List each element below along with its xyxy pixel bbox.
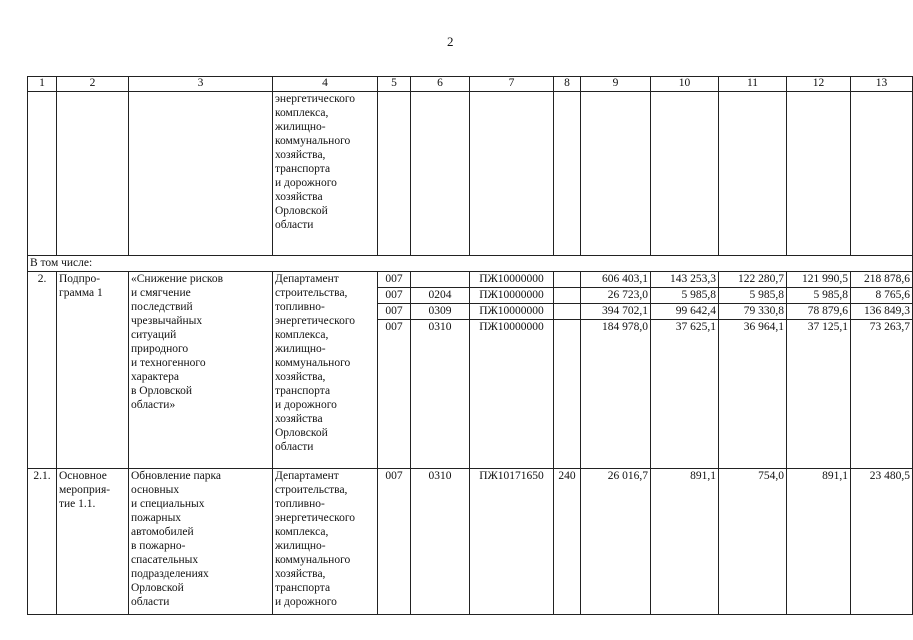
section-row xyxy=(28,256,913,272)
stack-c11 xyxy=(719,272,786,335)
section-label: В том числе: xyxy=(28,256,913,272)
table-row-subprogram xyxy=(28,272,913,469)
sub-line-cell: 122 280,7 xyxy=(719,272,786,288)
sub-line-cell: 78 879,6 xyxy=(787,304,850,320)
cell xyxy=(581,92,651,256)
cell xyxy=(851,92,913,256)
sub-line-cell: 143 253,3 xyxy=(651,272,718,288)
sub-line-cell: 007 xyxy=(385,321,403,333)
cell xyxy=(719,92,787,256)
cell-c7: ПЖ10171650 xyxy=(470,469,554,615)
sub-line-cell: 99 642,4 xyxy=(651,304,718,320)
sub-line-cell: 007 xyxy=(378,288,410,304)
budget-table xyxy=(27,76,913,615)
column-header: 9 xyxy=(581,77,651,92)
stack-c13 xyxy=(851,272,912,335)
sub-line-cell: 0309 xyxy=(411,304,469,320)
cell xyxy=(57,92,129,256)
cell xyxy=(28,92,57,256)
column-header: 12 xyxy=(787,77,851,92)
sub-line-cell: 0310 xyxy=(428,321,452,333)
sub-line-cell: 136 849,3 xyxy=(851,304,912,320)
cell-c6: 0310 xyxy=(411,469,470,615)
sub-line-cell: 5 985,8 xyxy=(719,288,786,304)
sub-line-cell: 37 125,1 xyxy=(807,321,848,333)
cell-c10: 891,1 xyxy=(651,469,719,615)
sub-line-cell: 007 xyxy=(378,272,410,288)
column-header: 1 xyxy=(28,77,57,92)
column-header: 2 xyxy=(57,77,129,92)
sub-line-cell: 37 625,1 xyxy=(675,321,716,333)
stack-c9 xyxy=(581,272,650,335)
executor-cell: Департамент строительства, топливно- энергетического комплекса, жилищно- коммунального хозяйства, транспорта и дорожного хозяйства Орловской области xyxy=(273,272,378,469)
column-header: 11 xyxy=(719,77,787,92)
column-header: 4 xyxy=(273,77,378,92)
cell-c12: 891,1 xyxy=(787,469,851,615)
sub-line-cell xyxy=(411,272,469,288)
sub-line-cell: 184 978,0 xyxy=(602,321,648,333)
cell-c5: 007 xyxy=(378,469,411,615)
header-row xyxy=(28,77,913,92)
sub-line-cell xyxy=(554,288,580,304)
executor-cell: энергетического комплекса, жилищно- коммунального хозяйства, транспорта и дорожного хозяйства Орловской области xyxy=(273,92,378,256)
sub-line-cell: 5 985,8 xyxy=(651,288,718,304)
sub-line-cell: ПЖ10000000 xyxy=(479,321,544,333)
row-number: 2.1. xyxy=(28,469,57,615)
row-number: 2. xyxy=(28,272,57,469)
sub-line-cell: 394 702,1 xyxy=(581,304,650,320)
column-header: 13 xyxy=(851,77,913,92)
table-row-measure xyxy=(28,469,913,615)
column-header: 3 xyxy=(129,77,273,92)
row-name: Обновление парка основных и специальных пожарных автомобилей в пожарно- спасательных подразделениях Орловской области xyxy=(129,469,273,615)
column-header: 6 xyxy=(411,77,470,92)
cell-c8: 240 xyxy=(554,469,581,615)
stack-c10 xyxy=(651,272,718,335)
cell xyxy=(378,92,411,256)
column-header: 7 xyxy=(470,77,554,92)
cell-c9: 26 016,7 xyxy=(581,469,651,615)
sub-line-cell: 5 985,8 xyxy=(787,288,850,304)
cell xyxy=(651,92,719,256)
stack-c6 xyxy=(411,272,469,335)
sub-line-cell: 79 330,8 xyxy=(719,304,786,320)
sub-line-cell: 8 765,6 xyxy=(851,288,912,304)
sub-line-cell: 36 964,1 xyxy=(743,321,784,333)
sub-line-cell: ПЖ10000000 xyxy=(470,272,553,288)
cell xyxy=(787,92,851,256)
page-number: 2 xyxy=(447,34,454,49)
stack-c12 xyxy=(787,272,850,335)
stack-c5 xyxy=(378,272,410,335)
sub-line-cell: 0204 xyxy=(411,288,469,304)
sub-line-cell: 121 990,5 xyxy=(787,272,850,288)
sub-line-cell: 26 723,0 xyxy=(581,288,650,304)
row-type: Основное мероприя- тие 1.1. xyxy=(57,469,129,615)
cell xyxy=(129,92,273,256)
stack-c8 xyxy=(554,272,580,335)
sub-line-cell: 007 xyxy=(378,304,410,320)
executor-cell: Департамент строительства, топливно- энергетического комплекса, жилищно- коммунального хозяйства, транспорта и дорожного xyxy=(273,469,378,615)
sub-line-cell: 606 403,1 xyxy=(581,272,650,288)
cell xyxy=(411,92,470,256)
sub-line-cell: 218 878,6 xyxy=(851,272,912,288)
sub-line-cell xyxy=(554,320,580,335)
sub-line-cell xyxy=(554,272,580,288)
column-header: 10 xyxy=(651,77,719,92)
column-header: 8 xyxy=(554,77,581,92)
sub-line-cell: ПЖ10000000 xyxy=(470,288,553,304)
row-type: Подпро- грамма 1 xyxy=(57,272,129,469)
sub-line-cell: 73 263,7 xyxy=(869,321,910,333)
table-row-continuation xyxy=(28,92,913,256)
sub-line-cell: ПЖ10000000 xyxy=(470,304,553,320)
cell xyxy=(470,92,554,256)
row-name: «Снижение рисков и смягчение последствий чрезвычайных ситуаций природного и техногенного характера в Орловской области» xyxy=(129,272,273,469)
stack-c7 xyxy=(470,272,553,335)
sub-line-cell xyxy=(554,304,580,320)
column-header: 5 xyxy=(378,77,411,92)
cell xyxy=(554,92,581,256)
cell-c13: 23 480,5 xyxy=(851,469,913,615)
cell-c11: 754,0 xyxy=(719,469,787,615)
